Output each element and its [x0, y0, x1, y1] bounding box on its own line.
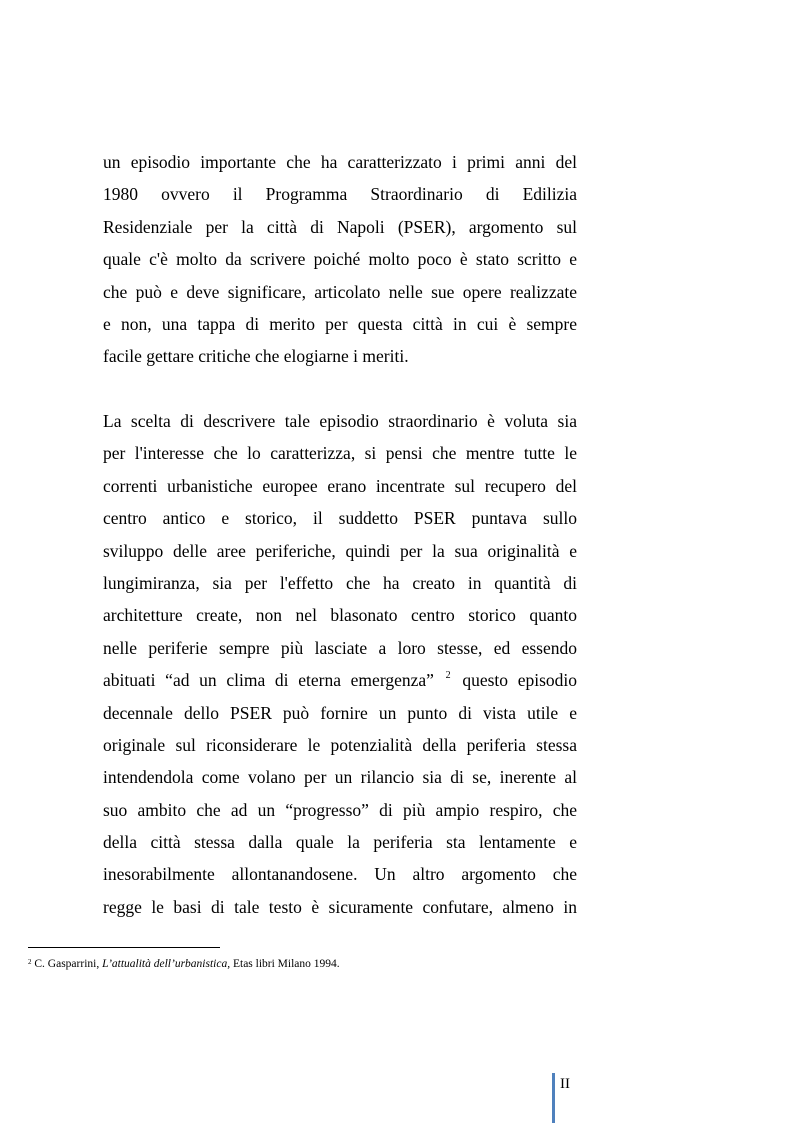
text-fragment: abituati “ad un clima di eterna emergenza” — [103, 670, 434, 691]
footnote-separator — [28, 947, 220, 948]
text-line: regge le basi di tale testo è sicuramente confutare, almeno in — [103, 896, 577, 917]
text-line: e non, una tappa di merito per questa città in cui è sempre — [103, 313, 577, 334]
text-line: per l'interesse che lo caratterizza, si pensi che mentre tutte le — [103, 443, 577, 464]
text-line: centro antico e storico, il suddetto PSER puntava sullo — [103, 508, 577, 529]
footnote-publisher: Etas libri Milano 1994. — [232, 958, 340, 970]
text-line: un episodio importante che ha caratterizzato i primi anni del — [103, 152, 577, 172]
footnote — [28, 957, 340, 971]
text-line-with-footnote-ref — [103, 664, 577, 696]
text-line: inesorabilmente allontanandosene. Un altro argomento che — [103, 864, 577, 885]
footnote-author: C. Gasparrini, — [34, 958, 100, 970]
footnote-title: L’attualità dell’urbanistica, — [102, 958, 231, 970]
text-line: La scelta di descrivere tale episodio straordinario è voluta sia — [103, 411, 577, 431]
paragraph-2 — [103, 405, 577, 923]
text-line: decennale dello PSER può fornire un punto di vista utile e — [103, 702, 577, 723]
text-line: correnti urbanistiche europee erano incentrate sul recupero del — [103, 475, 577, 496]
text-fragment: questo episodio — [462, 670, 578, 691]
page-number-bar — [552, 1073, 555, 1123]
text-line: quale c'è molto da scrivere poiché molto poco è stato scritto e — [103, 249, 577, 270]
footnote-reference[interactable]: 2 — [445, 670, 451, 682]
text-line: nelle periferie sempre più lasciate a loro stesse, ed essendo — [103, 637, 577, 658]
text-line: Residenziale per la città di Napoli (PSER), argomento sul — [103, 216, 577, 237]
text-line: che può e deve significare, articolato nelle sue opere realizzate — [103, 281, 577, 302]
text-line: suo ambito che ad un “progresso” di più ampio respiro, che — [103, 799, 577, 820]
text-line: architetture create, non nel blasonato centro storico quanto — [103, 605, 577, 626]
paragraph-1 — [103, 146, 577, 373]
page-number: II — [560, 1076, 570, 1092]
footnote-number: 2 — [28, 958, 32, 966]
text-line: lungimiranza, sia per l'effetto che ha creato in quantità di — [103, 572, 577, 593]
text-line: facile gettare critiche che elogiarne i meriti. — [103, 346, 409, 367]
text-line: intendendola come volano per un rilancio sia di se, inerente al — [103, 767, 577, 788]
text-line: sviluppo delle aree periferiche, quindi per la sua originalità e — [103, 540, 577, 561]
text-line: della città stessa dalla quale la periferia sta lentamente e — [103, 832, 577, 853]
text-line: 1980 ovvero il Programma Straordinario di Edilizia — [103, 184, 577, 205]
text-line: originale sul riconsiderare le potenzialità della periferia stessa — [103, 734, 577, 755]
